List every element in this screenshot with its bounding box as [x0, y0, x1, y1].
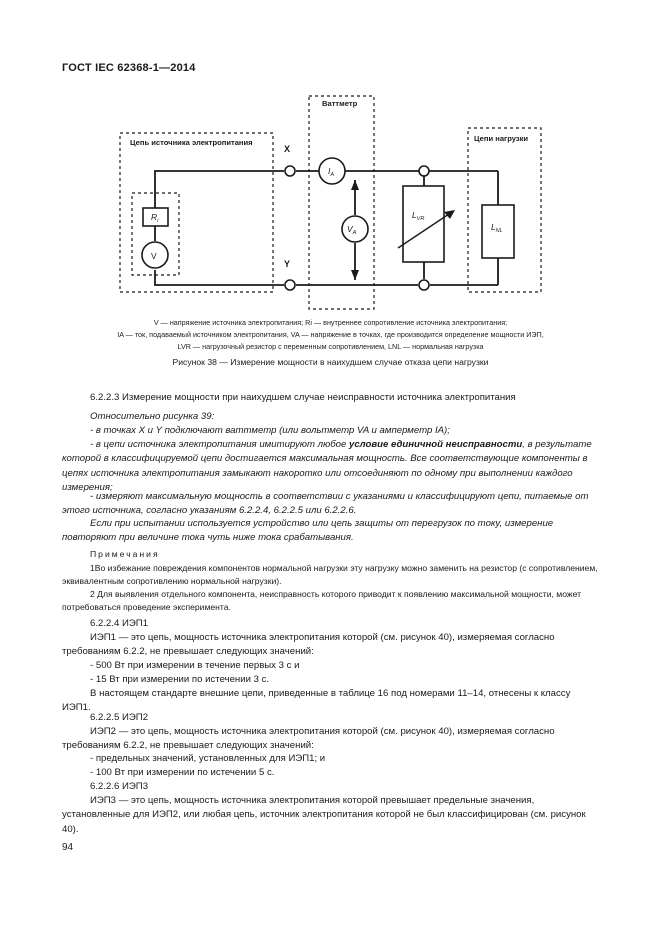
section-6226-paragraph: ИЭП3 — это цепь, мощность источника электропитания которой превышает предельные значения, установленные для ИЭП2, или любая цепь, источник электропитания которой не был классифицирован (см. рисунок 40).	[62, 795, 586, 835]
figure-legend-2: IA — ток, подаваемый источником электропитания, VA — напряжение в точках, где производится определение мощности ИЭП,	[117, 330, 544, 339]
section-6225-title: 6.2.2.5 ИЭП2	[90, 712, 149, 723]
section-6224-paragraph: ИЭП1 — это цепь, мощность источника электропитания которой (см. рисунок 40), измеряемая согласно требованиям 6.2.2, не превышает следующих значений:	[62, 632, 555, 658]
section-6225-item-1: - предельных значений, установленных для ИЭП1; и	[90, 753, 326, 764]
terminal-x	[285, 166, 295, 176]
overcurrent-paragraph: Если при испытании используется устройство или цепь защиты от перегрузок по току, измерение повторяют при величине тока чуть ниже тока срабатывания.	[62, 518, 554, 544]
document-header: ГОСТ IEC 62368-1—2014	[62, 62, 196, 74]
circuit-diagram	[0, 0, 661, 340]
section-6226-title: 6.2.2.6 ИЭП3	[90, 781, 149, 792]
note-2: 2 Для выявления отдельного компонента, неисправность которого приводит к появлению максимальной мощности, может потребоваться проведение эксперимента.	[62, 589, 582, 612]
section-6225-item-2: - 100 Вт при измерении по истечении 5 с.	[90, 767, 275, 778]
source-circuit-label: Цепь источника электропитания	[130, 138, 253, 147]
lvr-resistor	[403, 186, 444, 262]
bullet-1: - в точках X и Y подключают ваттметр (или вольтметр VA и амперметр IA);	[90, 425, 450, 436]
x-label: X	[284, 144, 291, 154]
page-number: 94	[62, 842, 74, 853]
svg-text:LNL: $L_{NL}$	[491, 222, 503, 234]
section-6224-title: 6.2.2.4 ИЭП1	[90, 618, 149, 629]
wattmeter-box	[309, 96, 374, 309]
ammeter-ia	[319, 158, 345, 184]
bullet-3: - измеряют максимальную мощность в соответствии с указаниями и классифицируют цепи, питаемые от этого источника, согласно указаниям 6.2.2.4, 6.2.2.5 или 6.2.2.6.	[62, 491, 589, 517]
wattmeter-label: Ваттметр	[322, 99, 358, 108]
note-1: 1Во избежание повреждения компонентов нормальной нагрузки эту нагрузку можно заменить на резистор (с сопротивлением, эквивалентным сопротивлению нормальной нагрузки).	[62, 563, 598, 586]
svg-text:IA: $I_A$	[328, 166, 334, 178]
section-6225-paragraph: ИЭП2 — это цепь, мощность источника электропитания которой (см. рисунок 40), измеряемая согласно требованиям 6.2.2, не превышает следующих значений:	[62, 726, 555, 752]
notes-title: Примечания	[90, 549, 160, 559]
svg-text:LVR: $L_{VR}$	[412, 210, 425, 222]
svg-text:V: V	[151, 251, 157, 261]
section-6224-item-2: - 15 Вт при измерении по истечении 3 с.	[90, 674, 270, 685]
bullet-2: - в цепи источника электропитания имитируют любое условие единичной неисправности, в результате которой в классифицируемой цепи достигается максимальная мощность. Все соответствующие компоненты в цепях источника электропитания замыкают накоротко или отсоединяют по одному при выполнении каждого измерения;	[62, 439, 592, 493]
section-6224-paragraph-2: В настоящем стандарте внешние цепи, приведенные в таблице 16 под номерами 11–14, отнесены к классу ИЭП1.	[62, 688, 571, 714]
y-label: Y	[284, 259, 291, 269]
load-circuit-label: Цепи нагрузки	[474, 134, 529, 143]
svg-text:VA: $V_A$	[347, 224, 357, 236]
voltmeter-va	[342, 216, 368, 242]
relative-to-figure: Относительно рисунка 39:	[90, 411, 215, 422]
section-6223-title: 6.2.2.3 Измерение мощности при наихудшем случае неисправности источника электропитания	[90, 392, 516, 403]
figure-legend-3: LVR — нагрузочный резистор с переменным сопротивлением, LNL — нормальная нагрузка	[177, 342, 484, 351]
section-6224-item-1: - 500 Вт при измерении в течение первых 3 с и	[90, 660, 300, 671]
svg-text:Ri: $R_i$	[151, 212, 159, 224]
figure-caption: Рисунок 38 — Измерение мощности в наихудшем случае отказа цепи нагрузки	[172, 357, 489, 367]
figure-legend-1: V — напряжение источника электропитания; Ri — внутреннее сопротивление источника электропитания;	[153, 318, 508, 327]
terminal-y	[285, 280, 295, 290]
